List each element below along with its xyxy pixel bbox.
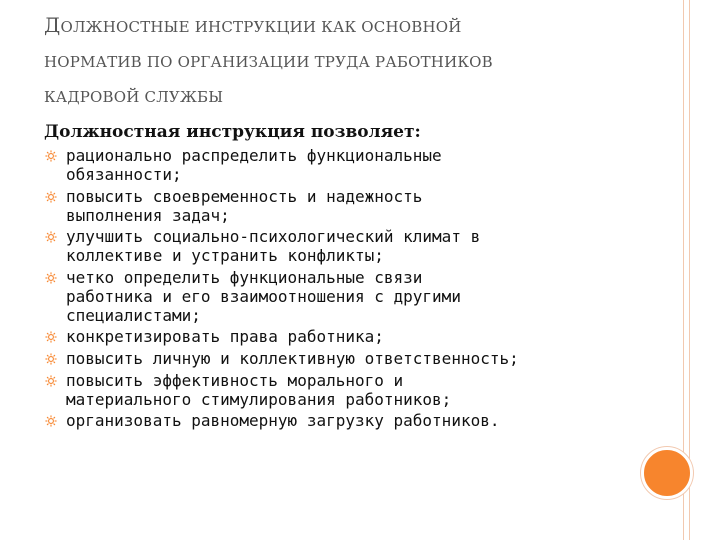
slide-body [44,121,644,433]
title-text: ОЛЖНОСТНЫЕ ИНСТРУКЦИИ КАК ОСНОВНОЙ [60,18,462,36]
list-item-text: повысить личную и коллективную ответственность; [66,348,519,368]
list-item [44,146,644,184]
list-item-text: организовать равномерную загрузку работников. [66,411,500,431]
title-line [44,8,664,45]
sun-icon [45,415,57,427]
list-item-text: повысить своевременность и надежность выполнения задач; [66,186,423,225]
sun-icon [45,331,57,343]
title-line [44,80,664,115]
list-item [44,371,644,409]
sun-icon [45,375,57,387]
title-text: КАДРОВОЙ СЛУЖБЫ [44,88,224,106]
sun-icon [45,191,57,203]
list-item [44,327,644,346]
bullet-list [44,146,644,430]
list-item-text: четко определить функциональные связи работника и его взаимоотношения с другими специалистами; [66,267,461,325]
list-item-text: конкретизировать права работника; [66,327,384,347]
sun-icon [45,231,57,243]
title-initial: Д [44,13,61,37]
list-item [44,227,644,265]
title-text: НОРМАТИВ ПО ОРГАНИЗАЦИИ ТРУДА РАБОТНИКОВ [44,53,493,71]
slide-title [44,8,664,115]
sun-icon [45,272,57,284]
sun-icon [45,150,57,162]
list-item [44,268,644,325]
list-item-text: повысить эффективность морального и материального стимулирования работников; [66,370,452,409]
sun-icon [45,353,57,365]
lead-text: Должностная инструкция позволяет: [44,122,421,142]
list-item-text: рационально распределить функциональные обязанности; [66,146,442,184]
title-line [44,45,664,80]
list-item-text: улучшить социально-психологический климат в коллективе и устранить конфликты; [66,227,481,266]
list-item [44,187,644,225]
list-item [44,411,644,430]
list-item [44,349,644,368]
decorative-circle [641,447,693,499]
